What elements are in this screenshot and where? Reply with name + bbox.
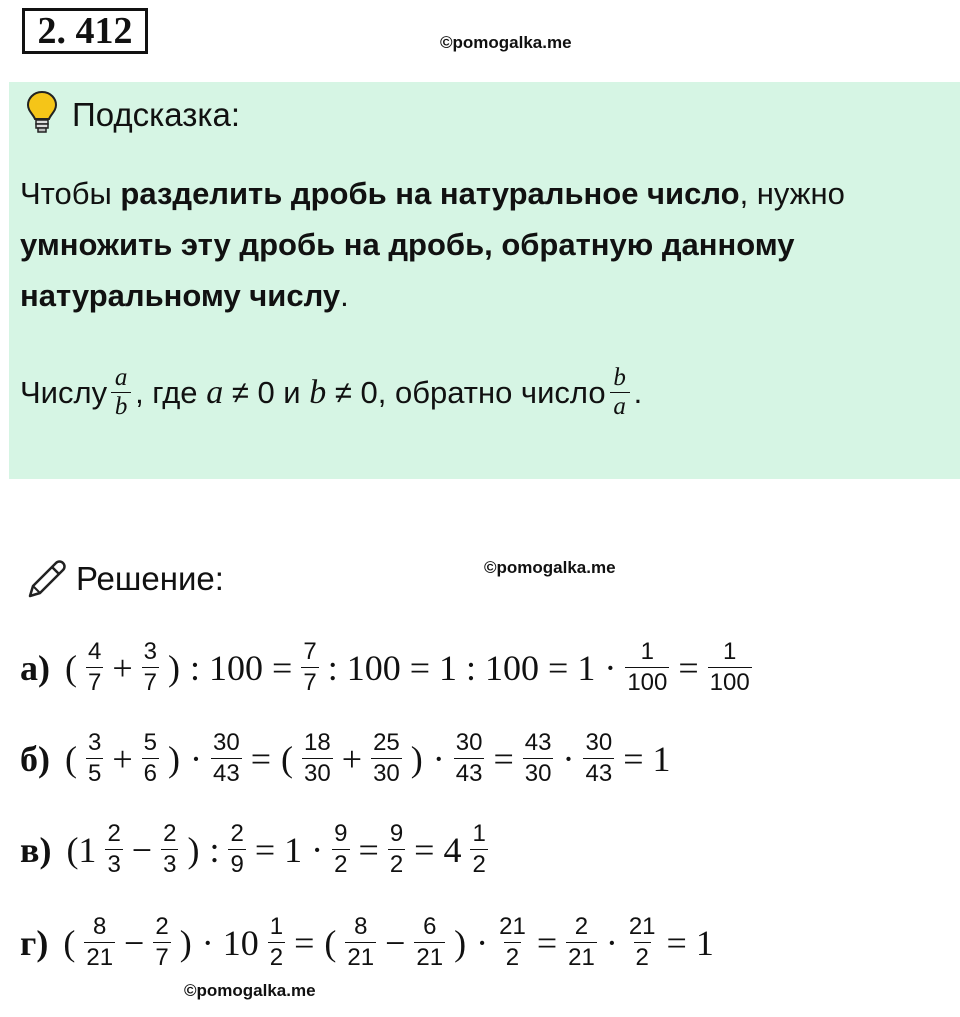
denominator: 3 [163,851,177,878]
math-operator: ( [65,738,77,779]
fraction [454,728,485,789]
numerator: 25 [373,729,400,756]
denominator: 2 [334,851,348,878]
problem-number: 2. 412 [22,8,148,54]
math-operator: = 1 · [254,829,324,870]
math-operator: : [209,829,220,870]
numerator: 30 [455,729,483,756]
math-operator: ( [324,922,337,963]
numerator: 8 [93,913,107,940]
math-operator: ) [179,922,192,963]
math-operator: · [605,922,618,963]
denominator: 21 [568,944,595,971]
fraction [84,912,115,973]
numerator: 9 [334,820,348,847]
numerator: 2 [230,820,244,847]
watermark-bottom: ©pomogalka.me [184,981,316,1000]
math-operator: = [294,922,315,963]
line-label: а) [20,647,50,688]
pencil-icon [24,556,70,602]
denominator: 9 [230,851,244,878]
math-operator: ) [410,738,423,779]
math-operator: + [341,738,363,779]
fraction [583,728,614,789]
fraction [161,819,178,880]
math-operator: − [385,922,406,963]
math-operator: · [432,738,445,779]
numerator: 1 [269,913,284,940]
math-operator: = 1 [666,922,714,963]
math-operator: ) [187,829,200,870]
math-operator: = 4 [414,829,462,870]
denominator: 2 [472,851,486,878]
math-operator: − [124,922,145,963]
math-operator: ( [65,647,77,688]
denominator: 7 [88,669,102,696]
numerator: 3 [88,729,102,756]
math-operator: = [493,738,514,779]
denominator: 21 [347,944,375,971]
math-operator: · [562,738,575,779]
solution-title: Решение: [76,560,224,597]
fraction-b-over-a: b a [610,364,630,421]
numerator: 9 [389,820,404,847]
fraction [625,637,669,698]
fraction [86,728,103,789]
numerator: 2 [107,820,121,847]
math-operator: = [678,647,699,688]
math-operator: = 1 [623,738,671,779]
fraction [497,912,528,973]
line-label: в) [20,829,52,870]
math-operator: · 10 [201,922,259,963]
numerator: 1 [472,820,486,847]
denominator: 5 [88,760,102,787]
fraction [153,912,170,973]
fraction [268,912,285,973]
math-operator: − [131,829,153,870]
numerator: 21 [628,913,656,940]
denominator: 2 [635,944,649,971]
numerator: 30 [213,729,240,756]
math-operator: ) [168,647,181,688]
line-label: б) [20,738,50,779]
solution-line-v [20,819,492,880]
fraction [228,819,245,880]
denominator: 21 [416,944,444,971]
math-operator: ( [63,922,76,963]
numerator: 30 [585,729,613,756]
denominator: 7 [155,944,169,971]
hint-title: Подсказка: [72,96,241,133]
fraction [142,728,159,789]
math-operator: = [250,738,272,779]
denominator: 43 [585,760,613,787]
solution-line-g [20,912,719,973]
fraction-a-over-b: a b [111,364,131,421]
denominator: 7 [143,669,158,696]
numerator: 2 [574,913,589,940]
watermark-top: ©pomogalka.me [440,33,572,52]
math-operator: ) [168,738,181,779]
numerator: 43 [524,729,552,756]
numerator: 2 [155,913,169,940]
math-operator: + [112,738,133,779]
math-operator: = [358,829,379,870]
fraction [142,637,159,698]
numerator: 5 [143,729,158,756]
math-operator: + [112,647,133,688]
fraction [105,819,122,880]
math-operator: ( [281,738,294,779]
denominator: 2 [269,944,284,971]
denominator: 30 [373,760,400,787]
hint-paragraph: Чтобы разделить дробь на натуральное число, нужно умножить эту дробь на дробь, обратную данному натуральному числу. [20,176,845,313]
denominator: 2 [505,944,520,971]
fraction [414,912,445,973]
math-operator: · [190,738,203,779]
denominator: 30 [304,760,331,787]
denominator: 100 [627,669,668,696]
line-label: г) [20,922,49,963]
denominator: 30 [524,760,552,787]
numerator: 1 [723,638,737,665]
numerator: 4 [88,638,102,665]
math-operator: = [536,922,558,963]
denominator: 43 [455,760,483,787]
numerator: 7 [303,638,317,665]
fraction [211,728,242,789]
solution-line-a [20,637,756,698]
math-operator: (1 [66,829,97,870]
math-operator: · [476,922,489,963]
denominator: 3 [107,851,121,878]
numerator: 1 [640,638,655,665]
denominator: 100 [709,669,750,696]
fraction [708,637,752,698]
fraction [523,728,554,789]
fraction [86,637,103,698]
numerator: 8 [354,913,368,940]
fraction [371,728,402,789]
numerator: 18 [304,729,331,756]
fraction [470,819,487,880]
reciprocal-rule: Числу a b , где a ≠ 0 и b ≠ 0, обратно число b a . [20,364,643,420]
watermark-middle: ©pomogalka.me [484,558,616,577]
numerator: 2 [163,820,177,847]
numerator: 21 [499,913,526,940]
denominator: 6 [143,760,158,787]
numerator: 6 [423,913,437,940]
fraction [332,819,349,880]
denominator: 2 [389,851,404,878]
numerator: 3 [143,638,158,665]
solution-line-b [20,728,676,789]
fraction [388,819,405,880]
lightbulb-icon [25,89,59,135]
math-operator: : 100 = [190,647,293,688]
math-operator: : 100 = 1 : 100 = 1 · [327,647,617,688]
fraction [627,912,658,973]
fraction [302,728,333,789]
denominator: 7 [303,669,317,696]
fraction [301,637,318,698]
denominator: 43 [213,760,240,787]
fraction [566,912,597,973]
math-operator: ) [454,922,467,963]
fraction [345,912,376,973]
denominator: 21 [86,944,114,971]
